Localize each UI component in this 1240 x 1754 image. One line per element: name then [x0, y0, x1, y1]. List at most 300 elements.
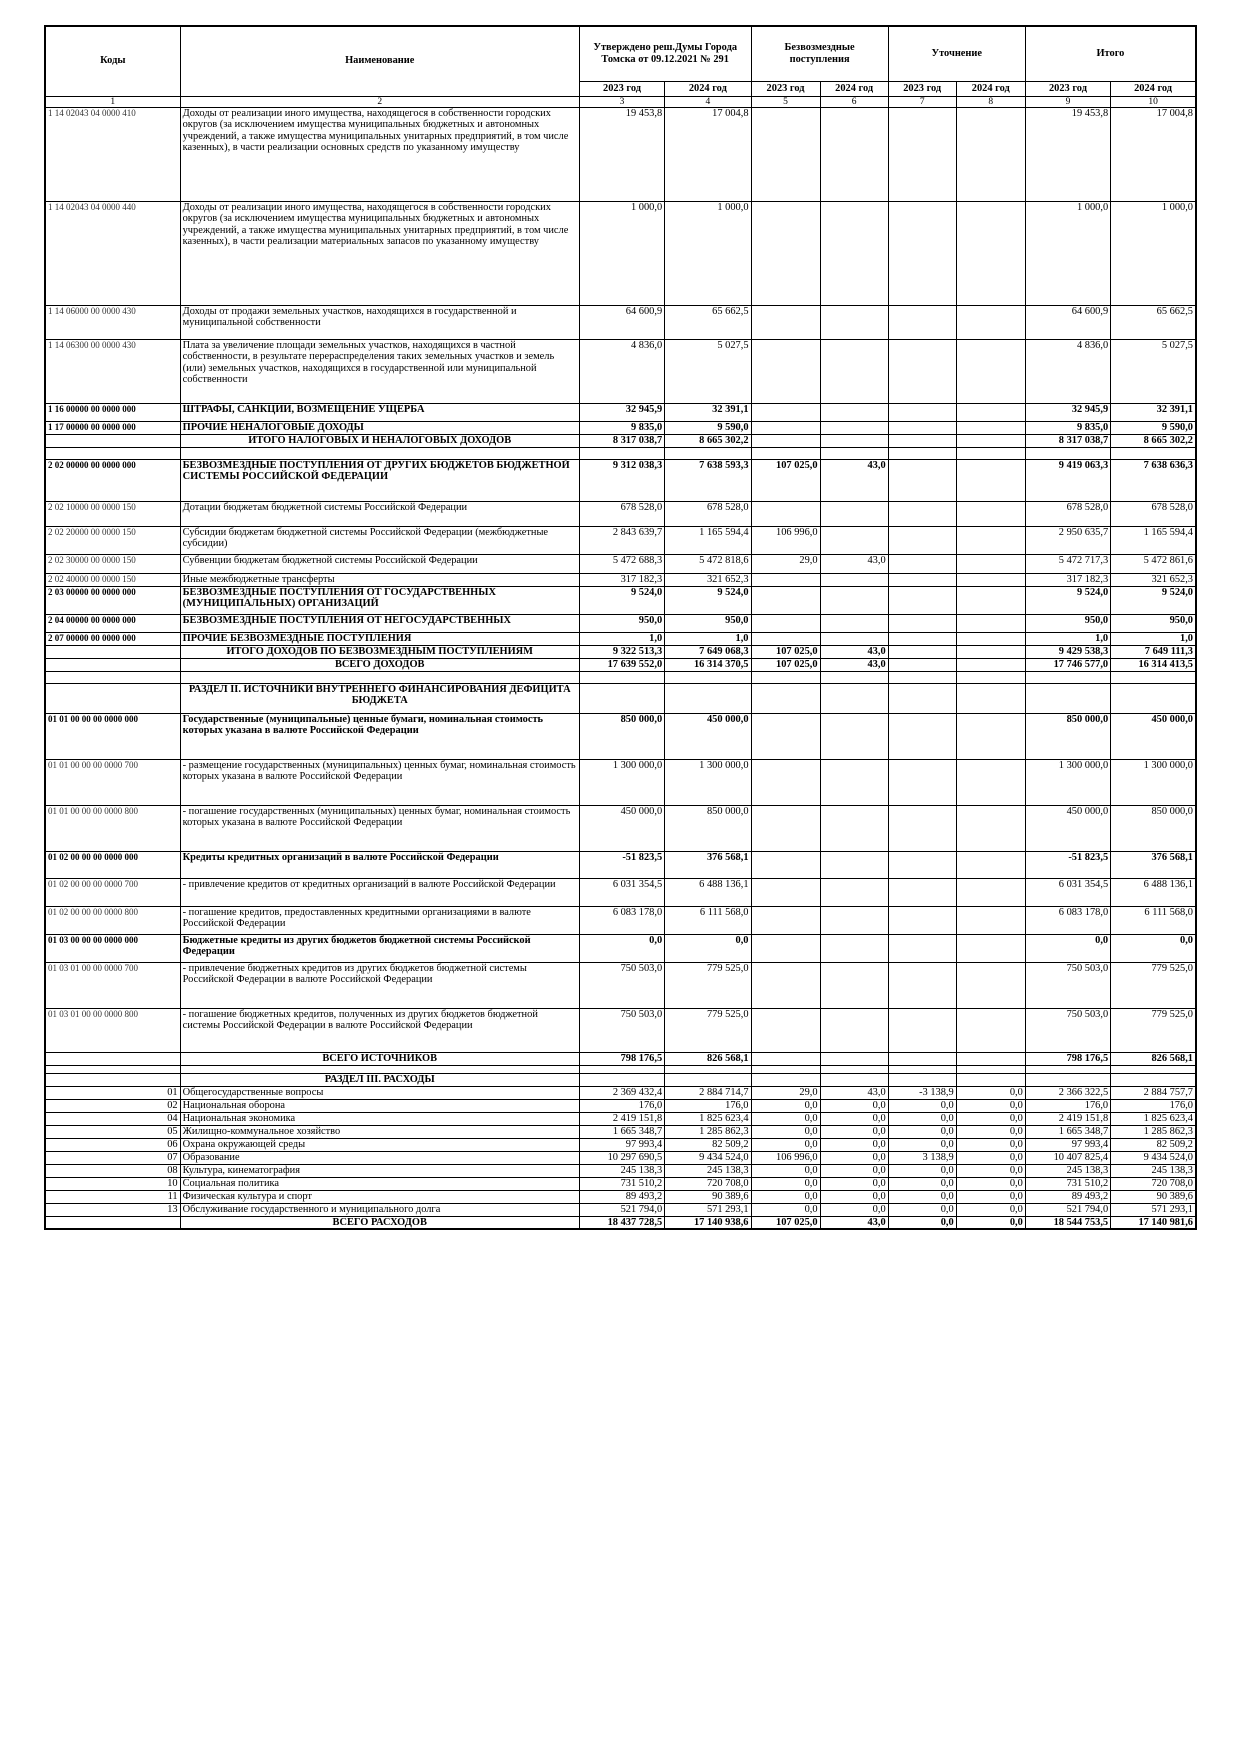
table-row	[45, 1073, 1196, 1086]
row-code: 01 03 00 00 00 0000 000	[45, 934, 180, 962]
row-value: 0,0	[956, 1164, 1025, 1177]
row-value	[1025, 1073, 1110, 1086]
table-row	[45, 573, 1196, 586]
row-value	[665, 447, 751, 459]
row-code	[45, 434, 180, 447]
table-row	[45, 1086, 1196, 1099]
row-value: 43,0	[820, 459, 888, 501]
row-value	[751, 573, 820, 586]
row-value	[956, 934, 1025, 962]
row-value: 2 369 432,4	[579, 1086, 664, 1099]
row-value: 0,0	[820, 1151, 888, 1164]
row-value: 43,0	[820, 658, 888, 671]
row-value: 826 568,1	[665, 1052, 751, 1065]
table-row	[45, 934, 1196, 962]
row-value	[579, 447, 664, 459]
table-row	[45, 1164, 1196, 1177]
row-value: 107 025,0	[751, 658, 820, 671]
row-value	[956, 658, 1025, 671]
row-value	[1111, 671, 1196, 683]
row-value	[888, 447, 956, 459]
row-value: 0,0	[956, 1216, 1025, 1229]
row-value: 850 000,0	[1025, 713, 1110, 759]
row-value: 107 025,0	[751, 1216, 820, 1229]
row-value	[888, 107, 956, 201]
row-value: 7 638 636,3	[1111, 459, 1196, 501]
row-value: 9 419 063,3	[1025, 459, 1110, 501]
row-value: 29,0	[751, 1086, 820, 1099]
table-row	[45, 1052, 1196, 1065]
row-code: 2 04 00000 00 0000 000	[45, 614, 180, 632]
table-body	[45, 107, 1196, 1229]
row-value: 376 568,1	[1111, 851, 1196, 878]
row-value: 2 950 635,7	[1025, 526, 1110, 554]
row-value: 1 000,0	[579, 201, 664, 305]
row-value	[751, 713, 820, 759]
row-value: 6 031 354,5	[579, 878, 664, 906]
table-row	[45, 403, 1196, 421]
row-code	[45, 1065, 180, 1073]
header-refinement: Уточнение	[888, 26, 1025, 81]
row-value	[665, 671, 751, 683]
row-value: 9 524,0	[1025, 586, 1110, 614]
row-value	[888, 501, 956, 526]
row-value: 1 000,0	[665, 201, 751, 305]
row-value	[956, 759, 1025, 805]
row-value	[956, 526, 1025, 554]
row-value	[888, 645, 956, 658]
row-value: 82 509,2	[1111, 1138, 1196, 1151]
row-value: 3 138,9	[888, 1151, 956, 1164]
year-header: 2023 год	[751, 81, 820, 96]
row-value	[751, 759, 820, 805]
row-value: 450 000,0	[665, 713, 751, 759]
row-value: 0,0	[888, 1099, 956, 1112]
row-value	[751, 671, 820, 683]
row-value	[751, 632, 820, 645]
table-row	[45, 1065, 1196, 1073]
row-value	[820, 934, 888, 962]
row-code: 01 03 01 00 00 0000 700	[45, 962, 180, 1008]
row-value: 43,0	[820, 554, 888, 573]
row-value	[751, 683, 820, 713]
column-number: 8	[956, 96, 1025, 107]
row-value: 6 083 178,0	[579, 906, 664, 934]
table-row	[45, 1177, 1196, 1190]
row-value: 1 165 594,4	[665, 526, 751, 554]
row-value	[751, 305, 820, 339]
row-value	[820, 1008, 888, 1052]
table-row	[45, 1190, 1196, 1203]
table-row	[45, 713, 1196, 759]
row-code	[45, 645, 180, 658]
row-value: 450 000,0	[1111, 713, 1196, 759]
row-code	[45, 1216, 180, 1229]
header-total: Итого	[1025, 26, 1196, 81]
row-code: 2 02 20000 00 0000 150	[45, 526, 180, 554]
row-value	[888, 201, 956, 305]
row-value: 0,0	[751, 1190, 820, 1203]
row-value: 1 300 000,0	[665, 759, 751, 805]
row-value: 9 429 538,3	[1025, 645, 1110, 658]
row-value: 9 835,0	[1025, 421, 1110, 434]
row-value: 321 652,3	[665, 573, 751, 586]
row-value: 0,0	[956, 1190, 1025, 1203]
column-number: 3	[579, 96, 664, 107]
row-code: 01 01 00 00 00 0000 000	[45, 713, 180, 759]
row-value: 0,0	[956, 1151, 1025, 1164]
row-name: Доходы от продажи земельных участков, находящихся в государственной и муниципальной собственности	[180, 305, 579, 339]
row-name: Бюджетные кредиты из других бюджетов бюджетной системы Российской Федерации	[180, 934, 579, 962]
row-value: 0,0	[956, 1203, 1025, 1216]
row-value: 245 138,3	[1111, 1164, 1196, 1177]
row-value	[751, 878, 820, 906]
row-name: Доходы от реализации иного имущества, находящегося в собственности городских округов (за исключением имущества муниципальных бюджетных и автономных учреждений, а также имущества муниципальных унитарных предприятий, в том числе казенных), в части реализации основных средств по указанному имуществу	[180, 107, 579, 201]
table-row	[45, 645, 1196, 658]
row-value: 107 025,0	[751, 645, 820, 658]
row-value	[956, 962, 1025, 1008]
row-value	[956, 878, 1025, 906]
table-row	[45, 759, 1196, 805]
table-row	[45, 526, 1196, 554]
row-value	[751, 107, 820, 201]
row-code: 02	[45, 1099, 180, 1112]
row-value: 97 993,4	[1025, 1138, 1110, 1151]
row-value: 678 528,0	[579, 501, 664, 526]
row-code: 2 02 40000 00 0000 150	[45, 573, 180, 586]
row-value: 65 662,5	[1111, 305, 1196, 339]
row-value	[888, 573, 956, 586]
column-number: 5	[751, 96, 820, 107]
row-name: Государственные (муниципальные) ценные бумаги, номинальная стоимость которых указана в валюте Российской Федерации	[180, 713, 579, 759]
row-code: 08	[45, 1164, 180, 1177]
row-code: 01 02 00 00 00 0000 700	[45, 878, 180, 906]
row-value	[888, 934, 956, 962]
row-value: 2 366 322,5	[1025, 1086, 1110, 1099]
row-value	[888, 805, 956, 851]
year-header: 2024 год	[820, 81, 888, 96]
row-value: 18 437 728,5	[579, 1216, 664, 1229]
year-header: 2023 год	[1025, 81, 1110, 96]
row-value	[956, 671, 1025, 683]
row-value: 5 472 861,6	[1111, 554, 1196, 573]
row-value: 0,0	[820, 1164, 888, 1177]
row-value: 850 000,0	[579, 713, 664, 759]
row-value: 17 004,8	[665, 107, 751, 201]
header-codes: Коды	[45, 26, 180, 96]
row-value	[820, 1052, 888, 1065]
row-value	[956, 1073, 1025, 1086]
table-row	[45, 586, 1196, 614]
row-value: 5 027,5	[665, 339, 751, 403]
column-number: 10	[1111, 96, 1196, 107]
row-value: 29,0	[751, 554, 820, 573]
row-value	[751, 421, 820, 434]
row-value	[888, 671, 956, 683]
table-row	[45, 632, 1196, 645]
row-code: 2 03 00000 00 0000 000	[45, 586, 180, 614]
row-value: 1 300 000,0	[579, 759, 664, 805]
row-name	[180, 447, 579, 459]
row-name: ПРОЧИЕ НЕНАЛОГОВЫЕ ДОХОДЫ	[180, 421, 579, 434]
row-value: 176,0	[665, 1099, 751, 1112]
row-value: 7 649 068,3	[665, 645, 751, 658]
row-code: 05	[45, 1125, 180, 1138]
row-value: 779 525,0	[1111, 1008, 1196, 1052]
row-value: 32 391,1	[1111, 403, 1196, 421]
row-name: - погашение государственных (муниципальных) ценных бумаг, номинальная стоимость которых указана в валюте Российской Федерации	[180, 805, 579, 851]
row-name: Физическая культура и спорт	[180, 1190, 579, 1203]
row-value	[888, 851, 956, 878]
row-value: 1 165 594,4	[1111, 526, 1196, 554]
row-value	[956, 645, 1025, 658]
row-value: 6 488 136,1	[665, 878, 751, 906]
row-value	[751, 614, 820, 632]
row-value: 2 843 639,7	[579, 526, 664, 554]
row-value: 245 138,3	[579, 1164, 664, 1177]
row-value	[820, 305, 888, 339]
row-value	[888, 614, 956, 632]
row-value	[956, 586, 1025, 614]
row-value: 82 509,2	[665, 1138, 751, 1151]
row-value: 8 317 038,7	[1025, 434, 1110, 447]
row-value	[1025, 1065, 1110, 1073]
row-value	[820, 339, 888, 403]
row-name: ШТРАФЫ, САНКЦИИ, ВОЗМЕЩЕНИЕ УЩЕРБА	[180, 403, 579, 421]
row-code: 06	[45, 1138, 180, 1151]
row-value: 17 140 981,6	[1111, 1216, 1196, 1229]
row-value: 0,0	[888, 1164, 956, 1177]
row-value	[956, 805, 1025, 851]
row-value: 950,0	[1111, 614, 1196, 632]
row-value: 0,0	[956, 1125, 1025, 1138]
row-code	[45, 447, 180, 459]
row-name: БЕЗВОЗМЕЗДНЫЕ ПОСТУПЛЕНИЯ ОТ ГОСУДАРСТВЕННЫХ (МУНИЦИПАЛЬНЫХ) ОРГАНИЗАЦИЙ	[180, 586, 579, 614]
row-value: 0,0	[820, 1177, 888, 1190]
row-value	[751, 586, 820, 614]
header-approved: Утверждено реш.Думы Города Томска от 09.12.2021 № 291	[579, 26, 751, 81]
row-value	[579, 683, 664, 713]
row-value: -3 138,9	[888, 1086, 956, 1099]
row-value	[956, 573, 1025, 586]
row-code: 04	[45, 1112, 180, 1125]
row-value	[1111, 1065, 1196, 1073]
row-value	[956, 501, 1025, 526]
row-code: 2 02 10000 00 0000 150	[45, 501, 180, 526]
row-value: 2 419 151,8	[1025, 1112, 1110, 1125]
row-value: 1,0	[1025, 632, 1110, 645]
row-code: 01	[45, 1086, 180, 1099]
row-value: 6 083 178,0	[1025, 906, 1110, 934]
row-value: 0,0	[888, 1190, 956, 1203]
row-value: 9 524,0	[579, 586, 664, 614]
row-name	[180, 1065, 579, 1073]
row-value	[820, 759, 888, 805]
row-value: 1 300 000,0	[1111, 759, 1196, 805]
row-name: Плата за увеличение площади земельных участков, находящихся в частной собственности, в результате перераспределения таких земельных участков и земель (или) земельных участков, находящихся в государственной или муниципальной собственности	[180, 339, 579, 403]
row-name: - погашение бюджетных кредитов, полученных из других бюджетов бюджетной системы Российской Федерации в валюте Российской Федерации	[180, 1008, 579, 1052]
row-code: 11	[45, 1190, 180, 1203]
row-name: Субвенции бюджетам бюджетной системы Российской Федерации	[180, 554, 579, 573]
row-value: 720 708,0	[665, 1177, 751, 1190]
row-value	[820, 403, 888, 421]
row-code: 2 07 00000 00 0000 000	[45, 632, 180, 645]
row-value: 65 662,5	[665, 305, 751, 339]
row-value	[956, 713, 1025, 759]
row-value	[956, 339, 1025, 403]
row-value	[665, 1073, 751, 1086]
row-value	[888, 962, 956, 1008]
row-value	[820, 1073, 888, 1086]
row-value: 43,0	[820, 1086, 888, 1099]
row-value: 0,0	[820, 1112, 888, 1125]
row-code: 01 03 01 00 00 0000 800	[45, 1008, 180, 1052]
row-value: 1 300 000,0	[1025, 759, 1110, 805]
row-value	[888, 459, 956, 501]
table-row	[45, 1112, 1196, 1125]
row-value: 826 568,1	[1111, 1052, 1196, 1065]
row-code	[45, 1073, 180, 1086]
row-code: 2 02 30000 00 0000 150	[45, 554, 180, 573]
row-value: 10 407 825,4	[1025, 1151, 1110, 1164]
table-row	[45, 1008, 1196, 1052]
row-name: ПРОЧИЕ БЕЗВОЗМЕЗДНЫЕ ПОСТУПЛЕНИЯ	[180, 632, 579, 645]
row-value: 90 389,6	[665, 1190, 751, 1203]
header-grants: Безвозмездные поступления	[751, 26, 888, 81]
row-code: 01 01 00 00 00 0000 800	[45, 805, 180, 851]
row-value	[956, 683, 1025, 713]
row-value: 6 488 136,1	[1111, 878, 1196, 906]
row-value	[956, 614, 1025, 632]
row-value: 9 590,0	[1111, 421, 1196, 434]
row-value	[820, 573, 888, 586]
row-value: 321 652,3	[1111, 573, 1196, 586]
row-value: 779 525,0	[1111, 962, 1196, 1008]
row-value	[751, 339, 820, 403]
row-name: ИТОГО ДОХОДОВ ПО БЕЗВОЗМЕЗДНЫМ ПОСТУПЛЕНИЯМ	[180, 645, 579, 658]
row-value: 7 649 111,3	[1111, 645, 1196, 658]
row-value: 0,0	[820, 1203, 888, 1216]
row-value	[751, 805, 820, 851]
row-value	[956, 434, 1025, 447]
table-row	[45, 554, 1196, 573]
row-value	[820, 201, 888, 305]
row-value: 571 293,1	[1111, 1203, 1196, 1216]
row-value: 106 996,0	[751, 1151, 820, 1164]
row-code: 1 16 00000 00 0000 000	[45, 403, 180, 421]
row-code: 01 02 00 00 00 0000 000	[45, 851, 180, 878]
row-value: 0,0	[751, 1177, 820, 1190]
row-value: 798 176,5	[579, 1052, 664, 1065]
row-value: 1 665 348,7	[579, 1125, 664, 1138]
row-value	[888, 1052, 956, 1065]
row-value: 245 138,3	[665, 1164, 751, 1177]
table-row	[45, 1151, 1196, 1164]
row-value	[820, 805, 888, 851]
row-name: Национальная экономика	[180, 1112, 579, 1125]
row-code: 01 02 00 00 00 0000 800	[45, 906, 180, 934]
row-value: 9 835,0	[579, 421, 664, 434]
row-value: 750 503,0	[1025, 1008, 1110, 1052]
row-value: 6 031 354,5	[1025, 878, 1110, 906]
row-value: 0,0	[888, 1216, 956, 1229]
row-value: 8 665 302,2	[665, 434, 751, 447]
row-value: 1 665 348,7	[1025, 1125, 1110, 1138]
row-value: 17 140 938,6	[665, 1216, 751, 1229]
row-value	[751, 906, 820, 934]
table-row	[45, 501, 1196, 526]
row-value: 9 524,0	[665, 586, 751, 614]
row-value	[751, 447, 820, 459]
row-name: Общегосударственные вопросы	[180, 1086, 579, 1099]
row-code	[45, 658, 180, 671]
row-value	[888, 421, 956, 434]
row-value: 8 665 302,2	[1111, 434, 1196, 447]
row-value: 5 472 717,3	[1025, 554, 1110, 573]
row-value: 317 182,3	[579, 573, 664, 586]
row-value	[579, 1073, 664, 1086]
row-value	[956, 1065, 1025, 1073]
row-value	[888, 305, 956, 339]
row-code	[45, 671, 180, 683]
column-number: 4	[665, 96, 751, 107]
row-name: ИТОГО НАЛОГОВЫХ И НЕНАЛОГОВЫХ ДОХОДОВ	[180, 434, 579, 447]
row-value: 850 000,0	[665, 805, 751, 851]
row-value: 0,0	[665, 934, 751, 962]
row-value: 1 825 623,4	[1111, 1112, 1196, 1125]
row-value	[888, 713, 956, 759]
row-value: 17 004,8	[1111, 107, 1196, 201]
row-value: 0,0	[956, 1112, 1025, 1125]
row-value: 720 708,0	[1111, 1177, 1196, 1190]
row-value: 521 794,0	[579, 1203, 664, 1216]
row-value	[820, 1065, 888, 1073]
row-value: 1,0	[579, 632, 664, 645]
row-value: 0,0	[888, 1177, 956, 1190]
row-value: 376 568,1	[665, 851, 751, 878]
row-name: - размещение государственных (муниципальных) ценных бумаг, номинальная стоимость которых указана в валюте Российской Федерации	[180, 759, 579, 805]
row-value	[751, 1065, 820, 1073]
row-code: 01 01 00 00 00 0000 700	[45, 759, 180, 805]
row-value: 0,0	[751, 1164, 820, 1177]
row-value: 5 472 818,6	[665, 554, 751, 573]
row-value: 0,0	[820, 1190, 888, 1203]
row-value: 8 317 038,7	[579, 434, 664, 447]
row-value: 0,0	[888, 1112, 956, 1125]
row-value: 9 312 038,3	[579, 459, 664, 501]
row-value	[820, 501, 888, 526]
column-number-row	[45, 96, 1196, 107]
row-name: Национальная оборона	[180, 1099, 579, 1112]
row-value: 0,0	[751, 1203, 820, 1216]
row-value: 678 528,0	[665, 501, 751, 526]
year-header: 2024 год	[665, 81, 751, 96]
row-name: Образование	[180, 1151, 579, 1164]
row-value	[956, 1008, 1025, 1052]
row-value: 779 525,0	[665, 1008, 751, 1052]
table-row	[45, 614, 1196, 632]
year-header: 2024 год	[1111, 81, 1196, 96]
row-value: 4 836,0	[579, 339, 664, 403]
row-value: 176,0	[1025, 1099, 1110, 1112]
row-value: 245 138,3	[1025, 1164, 1110, 1177]
table-row	[45, 1138, 1196, 1151]
row-value: 0,0	[1111, 934, 1196, 962]
row-value: 0,0	[820, 1099, 888, 1112]
row-value	[751, 851, 820, 878]
table-row	[45, 671, 1196, 683]
row-value	[751, 962, 820, 1008]
